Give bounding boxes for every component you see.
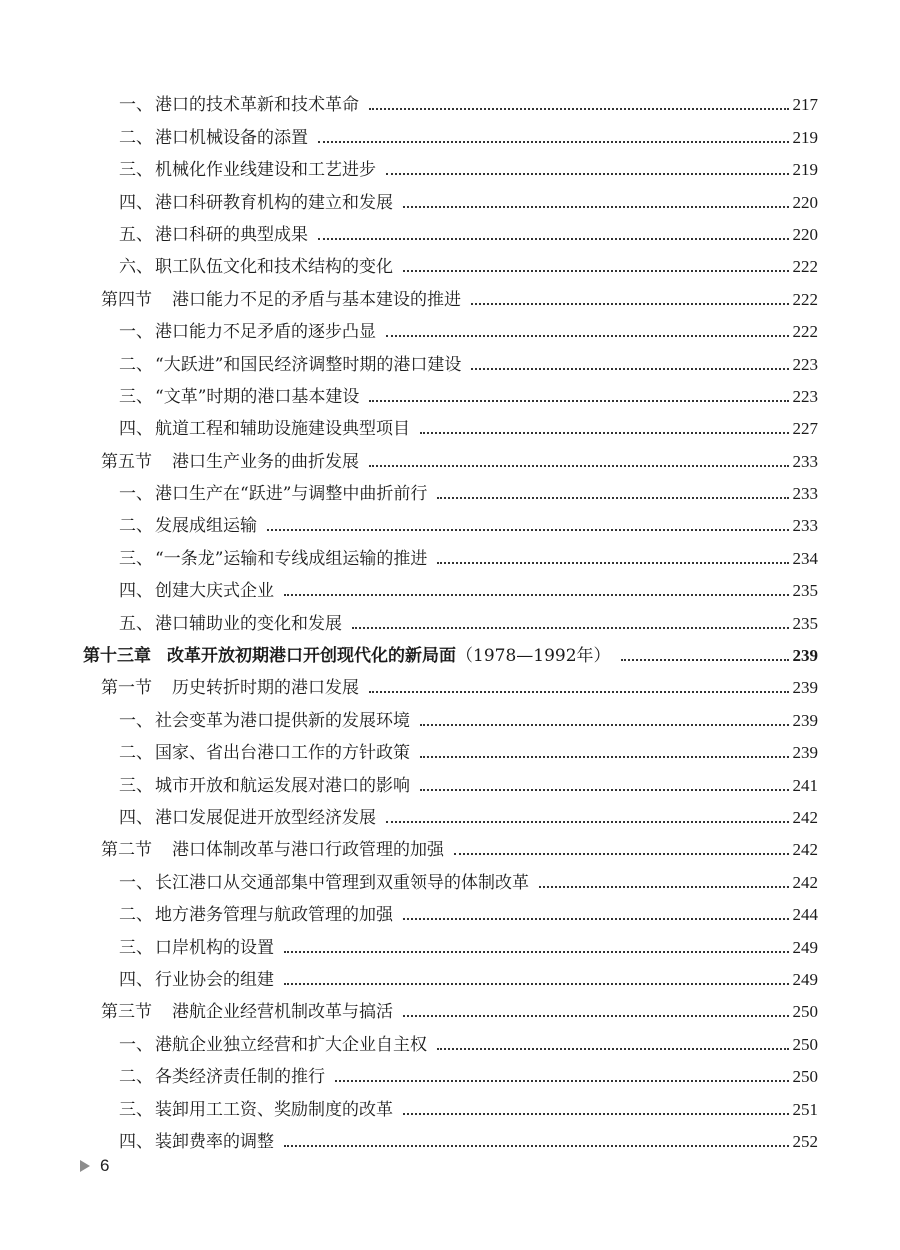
dot-leader [267, 529, 789, 531]
dot-leader [369, 108, 789, 110]
toc-entry-page-number: 242 [792, 872, 818, 892]
toc-entry-item[interactable] [0, 1056, 900, 1088]
dot-leader [420, 432, 789, 434]
toc-entry-page-number: 239 [792, 743, 818, 763]
toc-entry-page-number: 233 [792, 516, 818, 536]
toc-entry-page-number: 234 [792, 548, 818, 568]
triangle-right-icon [80, 1160, 90, 1172]
toc-entry-title: 港口的技术革新和技术革命 [155, 95, 359, 116]
toc-entry-number: 三、 [119, 160, 153, 181]
toc-entry-number: 四、 [119, 1131, 153, 1152]
toc-entry-page-number: 252 [792, 1131, 818, 1151]
toc-entry-title: 航道工程和辅助设施建设典型项目 [155, 419, 410, 440]
toc-entry-title: 港口体制改革与港口行政管理的加强 [172, 840, 444, 861]
toc-entry-page-number: 239 [792, 678, 818, 698]
toc-entry-item[interactable] [0, 602, 900, 634]
toc-entry-number: 五、 [119, 224, 153, 245]
toc-entry-number: 二、 [119, 354, 153, 375]
toc-entry-number: 三、 [119, 775, 153, 796]
toc-entry-title: 港口机械设备的添置 [155, 127, 308, 148]
toc-entry-title: 港口生产业务的曲折发展 [172, 451, 359, 472]
toc-entry-number: 二、 [119, 127, 153, 148]
toc-entry-title: 各类经济责任制的推行 [155, 1067, 325, 1088]
toc-entry-item[interactable] [0, 1088, 900, 1120]
toc-entry-title: 国家、省出台港口工作的方针政策 [155, 743, 410, 764]
toc-entry-page-number: 233 [792, 451, 818, 471]
toc-entry-item[interactable] [0, 699, 900, 731]
toc-entry-number: 四、 [119, 807, 153, 828]
toc-entry-number: 三、 [119, 937, 153, 958]
toc-entry-page-number: 251 [792, 1099, 818, 1119]
table-of-contents [0, 84, 900, 1153]
toc-entry-page-number: 227 [792, 419, 818, 439]
toc-entry-number: 三、 [119, 1099, 153, 1120]
toc-entry-item[interactable] [0, 84, 900, 116]
dot-leader [403, 1015, 789, 1017]
dot-leader [386, 821, 789, 823]
toc-entry-page-number: 249 [792, 969, 818, 989]
dot-leader [386, 335, 789, 337]
toc-entry-section[interactable] [0, 829, 900, 861]
toc-entry-number: 一、 [119, 1034, 153, 1055]
toc-entry-number: 一、 [119, 872, 153, 893]
toc-entry-number: 四、 [119, 419, 153, 440]
toc-entry-number: 四、 [119, 192, 153, 213]
toc-entry-item[interactable] [0, 473, 900, 505]
toc-entry-item[interactable] [0, 246, 900, 278]
toc-entry-number: 三、 [119, 386, 153, 407]
toc-entry-item[interactable] [0, 343, 900, 375]
dot-leader [318, 141, 789, 143]
toc-entry-title: 港口能力不足的矛盾与基本建设的推进 [172, 289, 461, 310]
toc-entry-title: 社会变革为港口提供新的发展环境 [155, 710, 410, 731]
toc-entry-title: 机械化作业线建设和工艺进步 [155, 160, 376, 181]
dot-leader [335, 1080, 789, 1082]
toc-entry-title: 长江港口从交通部集中管理到双重领导的体制改革 [155, 872, 529, 893]
toc-entry-title: 港口辅助业的变化和发展 [155, 613, 342, 634]
toc-entry-number: 二、 [119, 905, 153, 926]
toc-entry-item[interactable] [0, 311, 900, 343]
toc-entry-item[interactable] [0, 570, 900, 602]
toc-entry-title: 职工队伍文化和技术结构的变化 [155, 257, 393, 278]
toc-entry-page-number: 250 [792, 1034, 818, 1054]
dot-leader [437, 1048, 789, 1050]
toc-entry-page-number: 241 [792, 775, 818, 795]
toc-entry-title: 装卸费率的调整 [155, 1131, 274, 1152]
toc-entry-title: 创建大庆式企业 [155, 581, 274, 602]
toc-entry-section[interactable] [0, 278, 900, 310]
page-number: 6 [100, 1156, 110, 1175]
toc-entry-page-number: 222 [792, 289, 818, 309]
dot-leader [621, 659, 789, 661]
toc-entry-page-number: 233 [792, 484, 818, 504]
toc-entry-item[interactable] [0, 1023, 900, 1055]
dot-leader [352, 627, 789, 629]
toc-entry-item[interactable] [0, 959, 900, 991]
toc-entry-section[interactable] [0, 440, 900, 472]
dot-leader [369, 400, 788, 402]
toc-entry-number: 第三节 [101, 1002, 152, 1023]
toc-entry-title: 装卸用工工资、奖励制度的改革 [155, 1099, 393, 1120]
toc-entry-page-number: 220 [792, 192, 818, 212]
toc-entry-number: 第十三章 [83, 646, 151, 667]
toc-entry-number: 第四节 [101, 289, 152, 310]
toc-entry-page-number: 222 [792, 322, 818, 342]
toc-entry-page-number: 219 [792, 127, 818, 147]
page-footer [80, 1156, 109, 1176]
toc-entry-title: 港口发展促进开放型经济发展 [155, 807, 376, 828]
toc-entry-chapter[interactable] [0, 635, 900, 667]
dot-leader [318, 238, 789, 240]
toc-entry-page-number: 242 [792, 840, 818, 860]
dot-leader [471, 303, 789, 305]
dot-leader [420, 789, 789, 791]
toc-entry-number: 第五节 [101, 451, 152, 472]
toc-entry-page-number: 217 [792, 95, 818, 115]
toc-entry-number: 六、 [119, 257, 153, 278]
toc-entry-number: 四、 [119, 969, 153, 990]
dot-leader [403, 1113, 789, 1115]
toc-entry-title: 发展成组运输 [155, 516, 257, 537]
toc-entry-title: “大跃进”和国民经济调整时期的港口建设 [155, 354, 462, 375]
dot-leader [403, 918, 789, 920]
toc-entry-title: 口岸机构的设置 [155, 937, 274, 958]
toc-entry-title: “文革”时期的港口基本建设 [155, 386, 360, 407]
toc-entry-page-number: 244 [792, 905, 818, 925]
dot-leader [420, 724, 789, 726]
toc-entry-number: 第二节 [101, 840, 152, 861]
toc-entry-number: 三、 [119, 548, 153, 569]
dot-leader [284, 1145, 789, 1147]
toc-entry-item[interactable] [0, 214, 900, 246]
toc-entry-number: 一、 [119, 95, 153, 116]
dot-leader [437, 497, 788, 499]
dot-leader [471, 368, 788, 370]
toc-entry-section[interactable] [0, 667, 900, 699]
dot-leader [403, 206, 789, 208]
toc-entry-title: “一条龙”运输和专线成组运输的推进 [155, 548, 428, 569]
toc-entry-page-number: 235 [792, 613, 818, 633]
toc-entry-title: 港航企业经营机制改革与搞活 [172, 1002, 393, 1023]
toc-entry-item[interactable] [0, 861, 900, 893]
toc-entry-date-range: （1978—1992年） [456, 646, 611, 667]
toc-entry-item[interactable] [0, 797, 900, 829]
toc-entry-number: 第一节 [101, 678, 152, 699]
toc-entry-page-number: 239 [792, 710, 818, 730]
toc-entry-item[interactable] [0, 537, 900, 569]
toc-entry-page-number: 250 [792, 1067, 818, 1087]
toc-entry-item[interactable] [0, 732, 900, 764]
toc-entry-item[interactable] [0, 505, 900, 537]
toc-entry-title: 港口科研的典型成果 [155, 224, 308, 245]
toc-entry-title: 港航企业独立经营和扩大企业自主权 [155, 1034, 427, 1055]
toc-entry-page-number: 250 [792, 1002, 818, 1022]
toc-entry-page-number: 223 [792, 386, 818, 406]
dot-leader [284, 983, 789, 985]
toc-entry-page-number: 222 [792, 257, 818, 277]
toc-entry-title: 地方港务管理与航政管理的加强 [155, 905, 393, 926]
toc-entry-item[interactable] [0, 764, 900, 796]
dot-leader [369, 465, 789, 467]
toc-entry-item[interactable] [0, 1121, 900, 1153]
toc-entry-number: 一、 [119, 322, 153, 343]
toc-entry-title: 行业协会的组建 [155, 969, 274, 990]
dot-leader [437, 562, 788, 564]
dot-leader [284, 594, 789, 596]
toc-entry-item[interactable] [0, 181, 900, 213]
toc-entry-title: 历史转折时期的港口发展 [172, 678, 359, 699]
toc-entry-title: 港口能力不足矛盾的逐步凸显 [155, 322, 376, 343]
toc-entry-number: 二、 [119, 1067, 153, 1088]
toc-entry-number: 二、 [119, 516, 153, 537]
toc-entry-number: 一、 [119, 710, 153, 731]
toc-entry-page-number: 235 [792, 581, 818, 601]
toc-entry-item[interactable] [0, 408, 900, 440]
toc-entry-title: 港口科研教育机构的建立和发展 [155, 192, 393, 213]
dot-leader [369, 691, 789, 693]
toc-entry-page-number: 223 [792, 354, 818, 374]
toc-entry-section[interactable] [0, 991, 900, 1023]
toc-entry-item[interactable] [0, 894, 900, 926]
toc-entry-item[interactable] [0, 149, 900, 181]
toc-entry-number: 五、 [119, 613, 153, 634]
toc-entry-page-number: 239 [792, 646, 818, 666]
toc-entry-page-number: 249 [792, 937, 818, 957]
dot-leader [539, 886, 789, 888]
toc-entry-page-number: 219 [792, 160, 818, 180]
toc-entry-item[interactable] [0, 926, 900, 958]
dot-leader [420, 756, 789, 758]
toc-entry-page-number: 242 [792, 807, 818, 827]
dot-leader [386, 173, 789, 175]
dot-leader [454, 853, 789, 855]
toc-entry-title: 港口生产在“跃进”与调整中曲折前行 [155, 484, 428, 505]
toc-entry-item[interactable] [0, 376, 900, 408]
toc-entry-title: 城市开放和航运发展对港口的影响 [155, 775, 410, 796]
dot-leader [403, 270, 789, 272]
toc-entry-page-number: 220 [792, 224, 818, 244]
toc-entry-item[interactable] [0, 116, 900, 148]
dot-leader [284, 951, 789, 953]
toc-entry-title: 改革开放初期港口开创现代化的新局面 [167, 646, 456, 667]
toc-entry-number: 二、 [119, 743, 153, 764]
toc-entry-number: 四、 [119, 581, 153, 602]
toc-entry-number: 一、 [119, 484, 153, 505]
